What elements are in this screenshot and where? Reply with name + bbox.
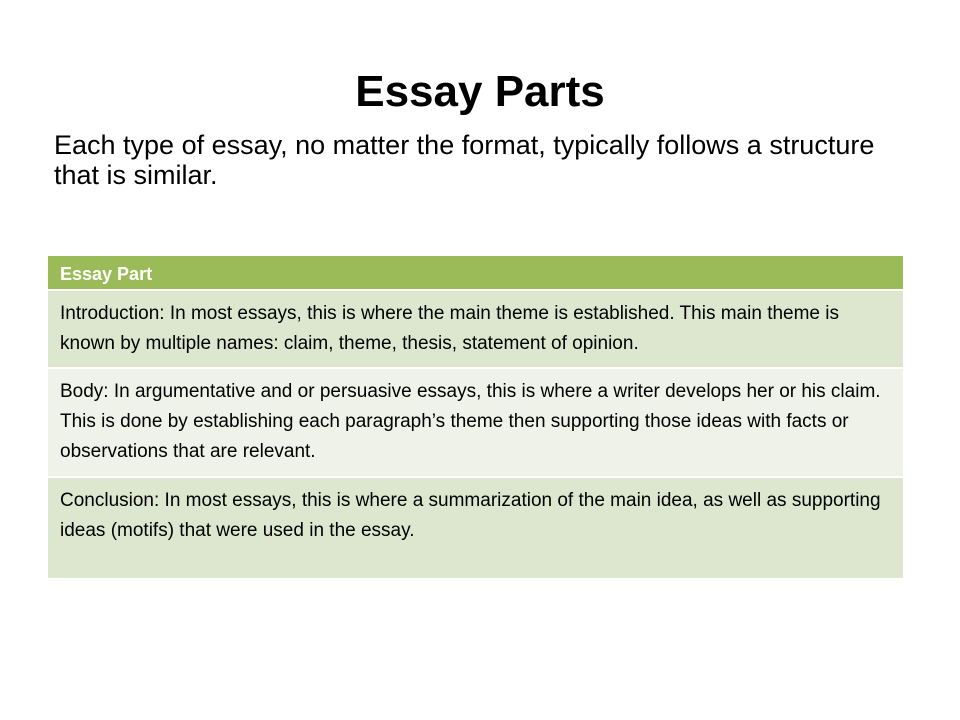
table-cell-conclusion: Conclusion: In most essays, this is where a summarization of the main idea, as well as supporting ideas (motifs) that were used in the essay. <box>48 477 903 579</box>
table-row-introduction <box>48 290 903 368</box>
essay-parts-table <box>48 256 903 580</box>
column-header-essay-part: Essay Part <box>48 256 903 290</box>
table-cell-body: Body: In argumentative and or persuasive essays, this is where a writer develops her or his claim. This is done by establishing each paragraph’s theme then supporting those ideas with facts or observations that are relevant. <box>48 368 903 477</box>
slide-title: Essay Parts <box>355 67 605 116</box>
table-row-conclusion <box>48 477 903 579</box>
table-cell-introduction: Introduction: In most essays, this is where the main theme is established. This main theme is known by multiple names: claim, theme, thesis, statement of opinion. <box>48 290 903 368</box>
slide-subtitle: Each type of essay, no matter the format, typically follows a structure that is similar. <box>54 130 875 190</box>
table-header-row <box>48 256 903 290</box>
table-row-body <box>48 368 903 477</box>
